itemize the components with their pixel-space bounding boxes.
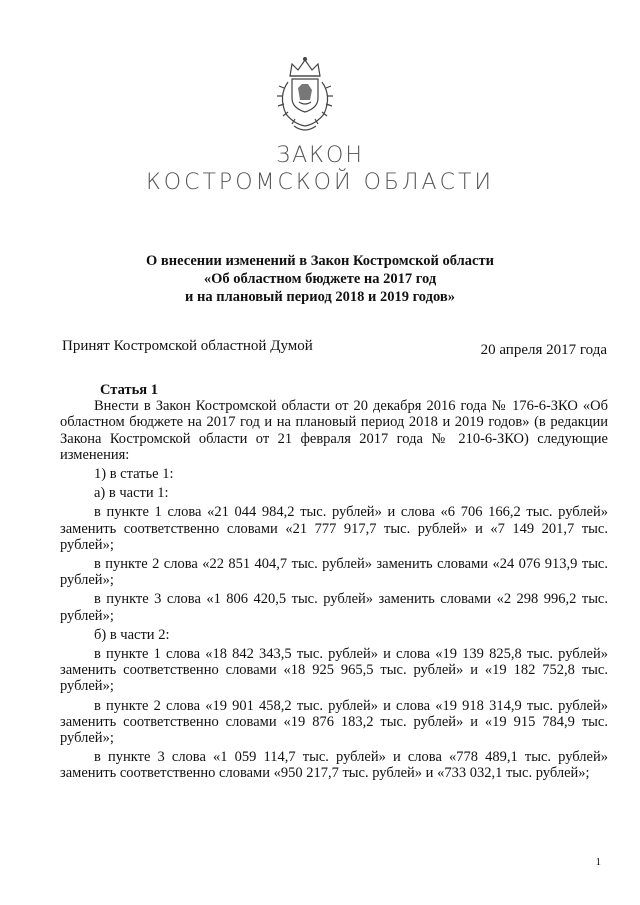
paragraph: в пункте 2 слова «19 901 458,2 тыс. рублей» и слова «19 918 314,9 тыс. рублей» заменить соответственно словами «19 876 183,2 тыс. рублей» и «19 915 784,9 тыс. рублей»; (60, 697, 608, 747)
adoption-date: 20 апреля 2017 года (480, 342, 607, 358)
law-subject (0, 252, 640, 306)
paragraph: б) в части 2: (94, 626, 170, 643)
region-title: КОСТРОМСКОЙ ОБЛАСТИ (145, 170, 495, 195)
paragraph: в пункте 1 слова «18 842 343,5 тыс. рублей» и слова «19 139 825,8 тыс. рублей» заменить соответственно словами «18 925 965,5 тыс. рублей» и «19 182 752,8 тыс. рублей»; (60, 646, 608, 695)
page-number: 1 (595, 856, 601, 868)
paragraph: в пункте 3 слова «1 059 114,7 тыс. рублей» и слова «778 489,1 тыс. рублей» заменить соответственно словами «950 217,7 тыс. рублей» и «733 032,1 тыс. рублей»; (60, 749, 608, 782)
paragraph: а) в части 1: (94, 485, 169, 502)
paragraph: в пункте 2 слова «22 851 404,7 тыс. рублей» заменить словами «24 076 913,9 тыс. рублей»; (60, 556, 608, 589)
paragraph: в пункте 1 слова «21 044 984,2 тыс. рублей» и слова «6 706 166,2 тыс. рублей» заменить соответственно словами «21 777 917,7 тыс. рублей» и «7 149 201,7 тыс. рублей»; (60, 504, 608, 553)
law-title: ЗАКОН (276, 143, 364, 168)
paragraph: Внести в Закон Костромской области от 20 декабря 2016 года № 176-6-ЗКО «Об областном бюджете на 2017 год и на плановый период 2018 и 2019 годов» (в редакции Закона Костромской области от 21 февраля 2017 года № 210-6-ЗКО) следующие изменения: (60, 398, 608, 463)
subject-line: О внесении изменений в Закон Костромской области (146, 253, 494, 269)
subject-line: «Об областном бюджете на 2017 год (203, 271, 437, 287)
adopted-by: Принят Костромской областной Думой (62, 338, 313, 354)
article-title: Статья 1 (100, 382, 158, 398)
paragraph: 1) в статье 1: (94, 466, 174, 483)
subject-line: и на плановый период 2018 и 2019 годов» (185, 289, 455, 305)
coat-of-arms-icon (268, 54, 342, 136)
paragraph: в пункте 3 слова «1 806 420,5 тыс. рублей» заменить словами «2 298 996,2 тыс. рублей»; (60, 591, 608, 624)
law-body (60, 382, 608, 785)
